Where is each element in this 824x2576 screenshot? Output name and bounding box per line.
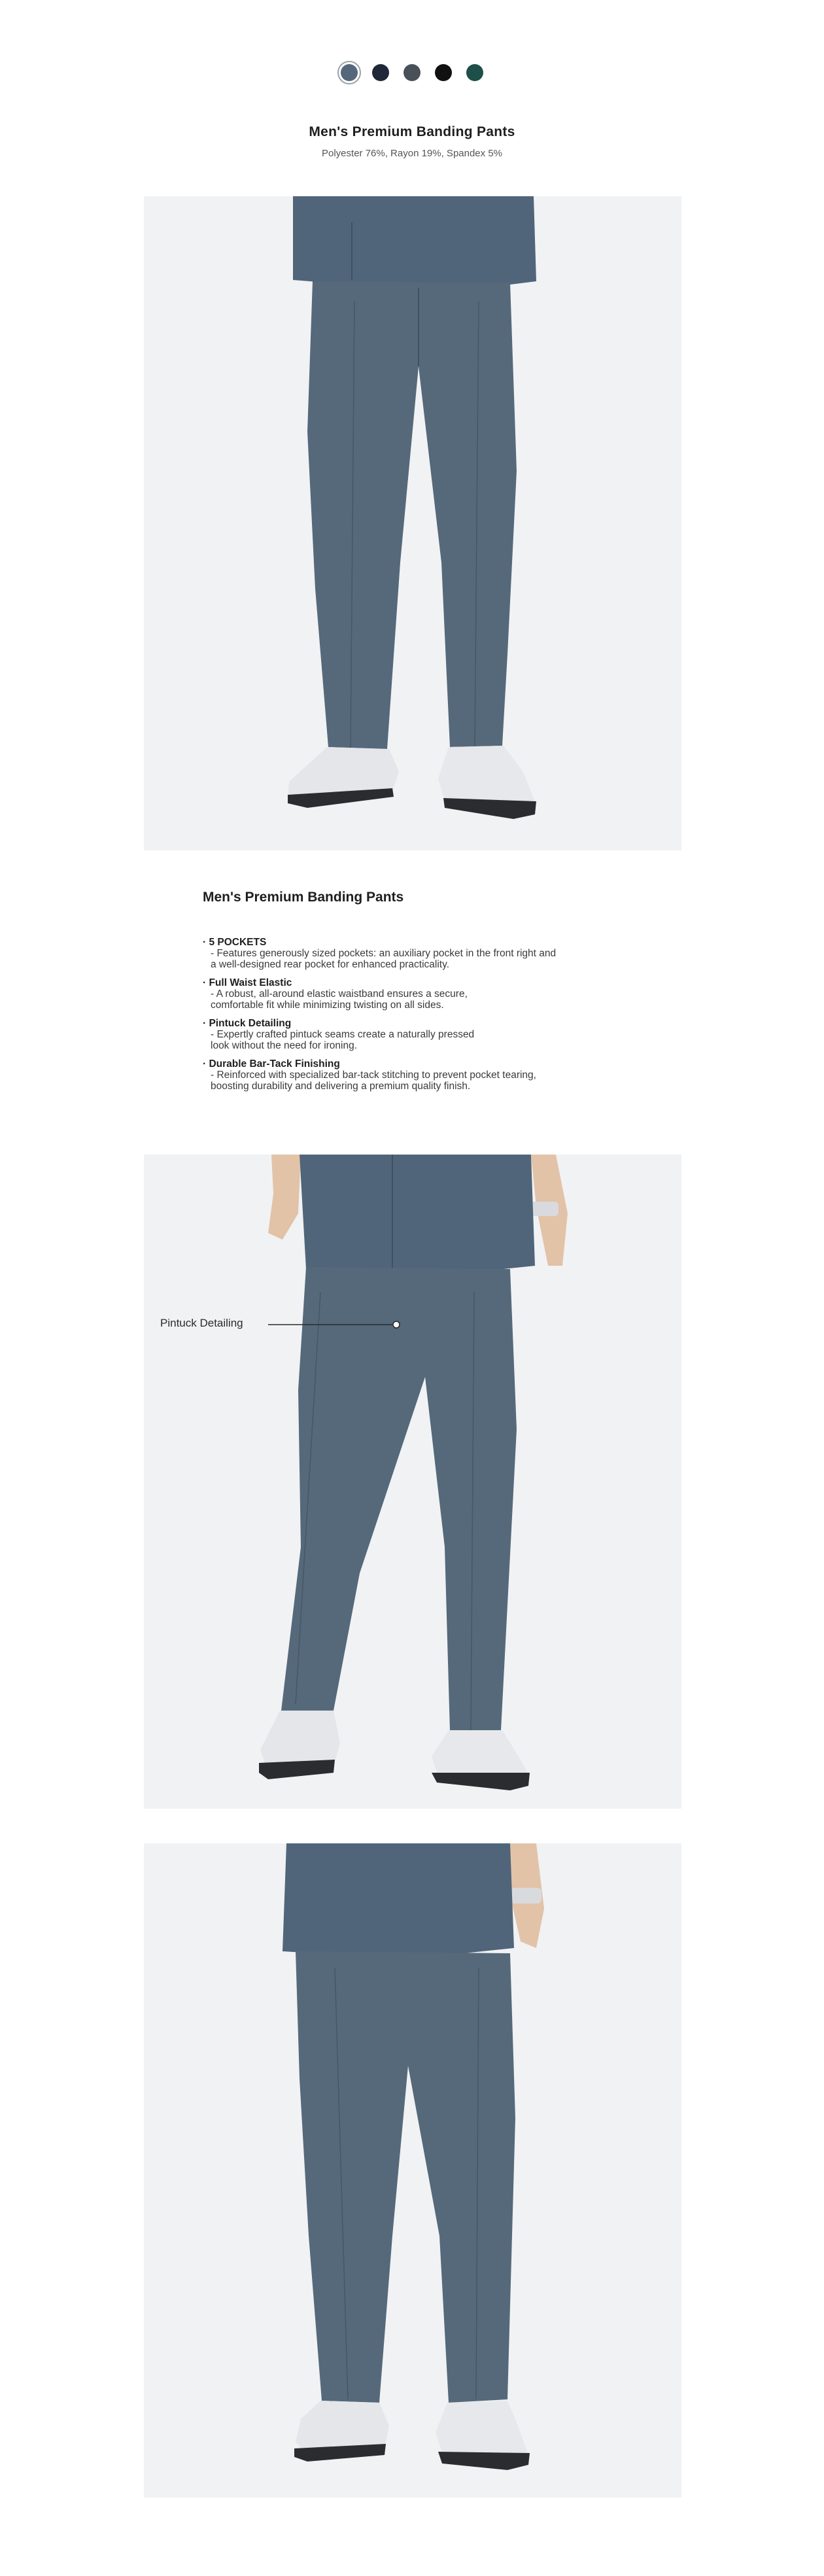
product-title: Men's Premium Banding Pants xyxy=(309,124,515,139)
feature-description xyxy=(203,890,661,1099)
feature-heading: · 5 POCKETS xyxy=(203,937,267,948)
swatch-blue-gray[interactable] xyxy=(341,64,358,81)
details-title: Men's Premium Banding Pants xyxy=(203,890,404,905)
color-swatches xyxy=(0,64,824,81)
swatch-charcoal[interactable] xyxy=(403,64,421,81)
product-photo-front xyxy=(144,196,681,850)
swatch-green[interactable] xyxy=(466,64,483,81)
feature-body: - Expertly crafted pintuck seams create a naturally pressed look without the need for ironing. xyxy=(211,1029,475,1051)
feature-heading: · Pintuck Detailing xyxy=(203,1018,292,1029)
feature-heading: · Full Waist Elastic xyxy=(203,977,292,988)
feature-body: - A robust, all-around elastic waistband ensures a secure, comfortable fit while minimizing twisting on all sides. xyxy=(211,988,468,1011)
swatch-navy[interactable] xyxy=(372,64,389,81)
feature-item xyxy=(203,1018,661,1051)
product-photo-angled xyxy=(144,1155,681,1809)
product-photo-side xyxy=(144,1843,681,2498)
product-composition: Polyester 76%, Rayon 19%, Spandex 5% xyxy=(322,148,502,159)
feature-item xyxy=(203,937,661,970)
swatch-black[interactable] xyxy=(435,64,452,81)
pintuck-callout-label: Pintuck Detailing xyxy=(160,1317,243,1329)
feature-item xyxy=(203,977,661,1011)
feature-body: - Features generously sized pockets: an auxiliary pocket in the front right and a well-designed rear pocket for enhanced practicality. xyxy=(211,948,557,970)
feature-heading: · Durable Bar-Tack Finishing xyxy=(203,1058,340,1070)
feature-body: - Reinforced with specialized bar-tack stitching to prevent pocket tearing, boosting durability and delivering a premium quality finish. xyxy=(211,1070,536,1092)
feature-item xyxy=(203,1058,661,1092)
